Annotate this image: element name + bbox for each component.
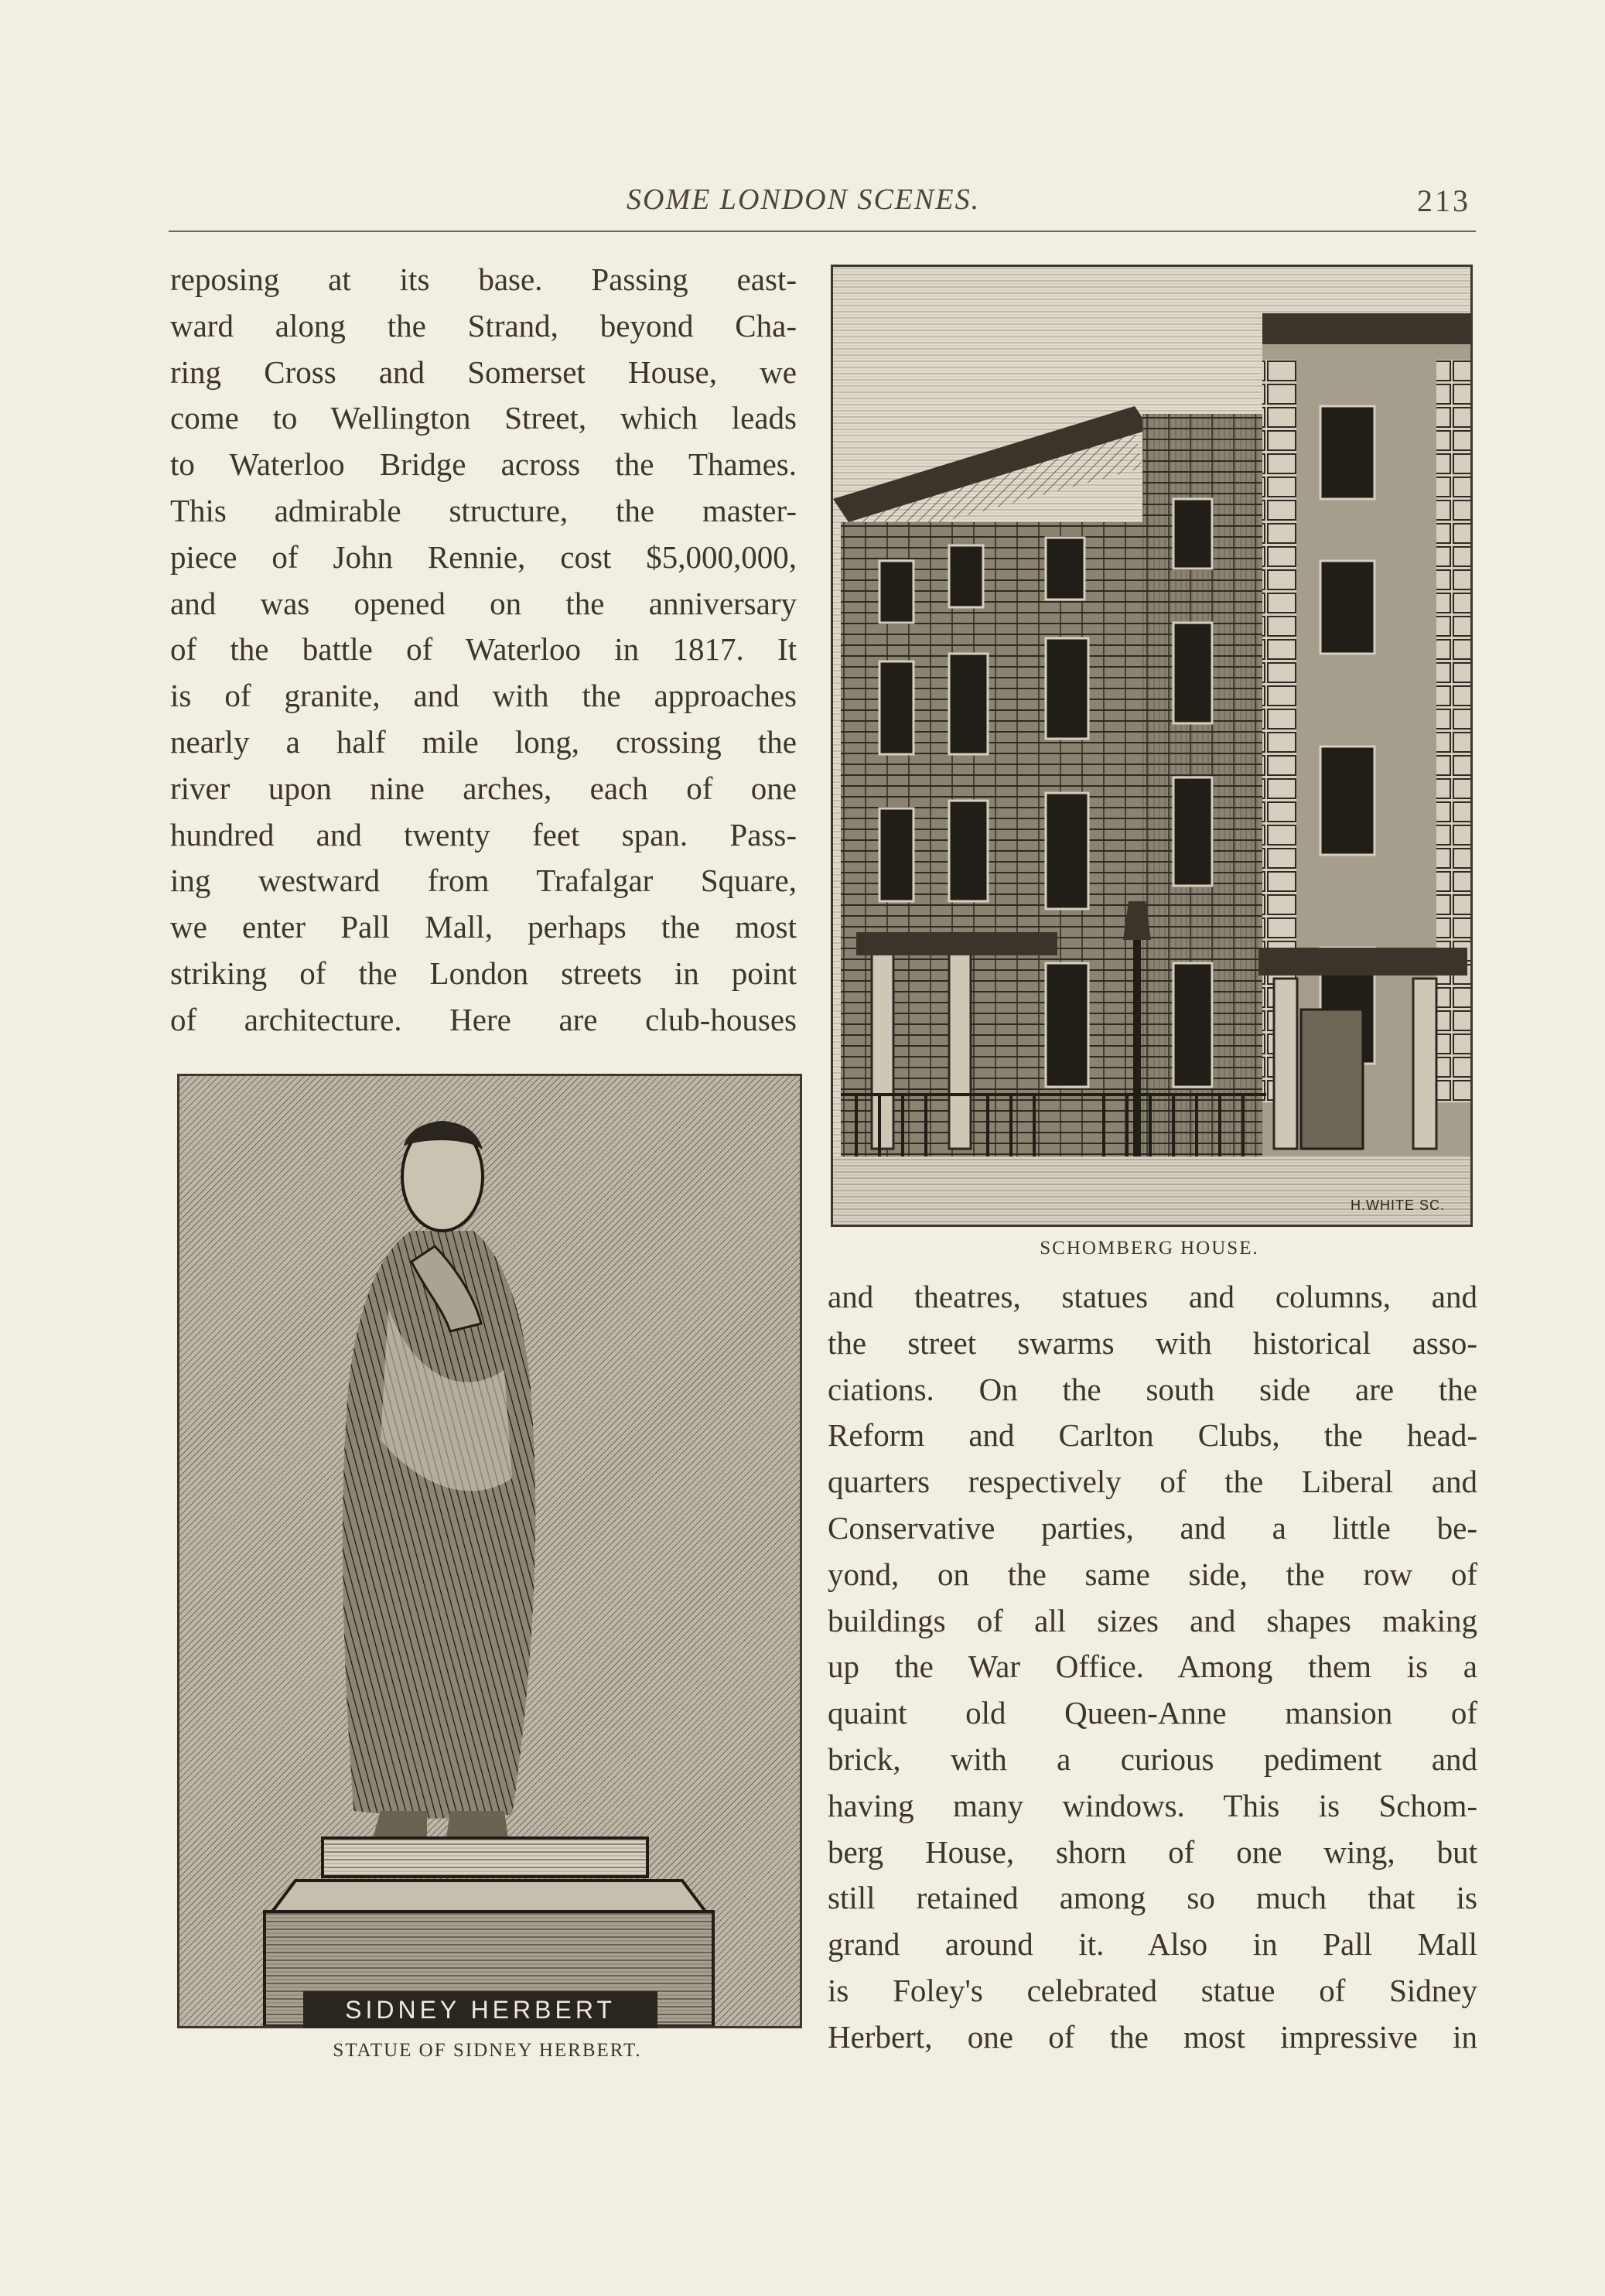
engraver-signature: H.WHITE SC. [1351,1198,1445,1213]
text-line: river upon nine arches, each of one [170,770,797,806]
text-line: still retained among so much that is [828,1880,1477,1916]
text-line: brick, with a curious pediment and [828,1741,1477,1777]
schomberg-house-illustration [831,265,1473,1227]
plinth-inscription: SIDNEY HERBERT [303,1991,657,2028]
text-line: quaint old Queen-Anne mansion of [828,1695,1477,1731]
text-line: ring Cross and Somerset House, we [170,354,797,390]
text-line: Conservative parties, and a little be- [828,1509,1477,1546]
text-line: of architecture. Here are club-houses [170,1001,797,1037]
text-line: ward along the Strand, beyond Cha- [170,307,797,343]
text-line: having many windows. This is Schom- [828,1787,1477,1823]
text-line: yond, on the same side, the row of [828,1556,1477,1592]
text-line: we enter Pall Mall, perhaps the most [170,909,797,945]
text-line: hundred and twenty feet span. Pass- [170,816,797,852]
text-line: piece of John Rennie, cost $5,000,000, [170,538,797,575]
text-line: is Foley's celebrated statue of Sidney [828,1972,1477,2008]
page-number: 213 [1417,183,1470,218]
schomberg-caption: SCHOMBERG HOUSE. [1040,1238,1259,1259]
text-line: nearly a half mile long, crossing the [170,723,797,760]
herbert-caption: STATUE OF SIDNEY HERBERT. [333,2040,642,2061]
text-line: of the battle of Waterloo in 1817. It [170,631,797,668]
sidney-herbert-statue-illustration [177,1074,802,2028]
right-text-column [828,1274,1477,2061]
text-line: come to Wellington Street, which leads [170,400,797,436]
text-line: quarters respectively of the Liberal and [828,1464,1477,1500]
left-text-column [170,257,797,1044]
text-line: Herbert, one of the most impressive in [828,2018,1477,2055]
text-line: and theatres, statues and columns, and [828,1279,1477,1314]
text-line: berg House, shorn of one wing, but [828,1833,1477,1870]
running-title: SOME LONDON SCENES. [627,183,981,216]
text-line: striking of the London streets in point [170,955,797,991]
text-line: grand around it. Also in Pall Mall [828,1926,1477,1963]
header-rule [169,231,1476,232]
text-line: the street swarms with historical asso- [828,1324,1477,1361]
text-line: to Waterloo Bridge across the Thames. [170,446,797,483]
text-line: This admirable structure, the master- [170,492,797,528]
text-line: Reform and Carlton Clubs, the head- [828,1417,1477,1454]
text-line: reposing at its base. Passing east- [170,261,797,297]
text-line: is of granite, and with the approaches [170,678,797,714]
text-line: ciations. On the south side are the [828,1371,1477,1407]
text-line: and was opened on the anniversary [170,585,797,621]
text-line: buildings of all sizes and shapes making [828,1602,1477,1638]
text-line: up the War Office. Among them is a [828,1649,1477,1685]
text-line: ing westward from Trafalgar Square, [170,863,797,899]
